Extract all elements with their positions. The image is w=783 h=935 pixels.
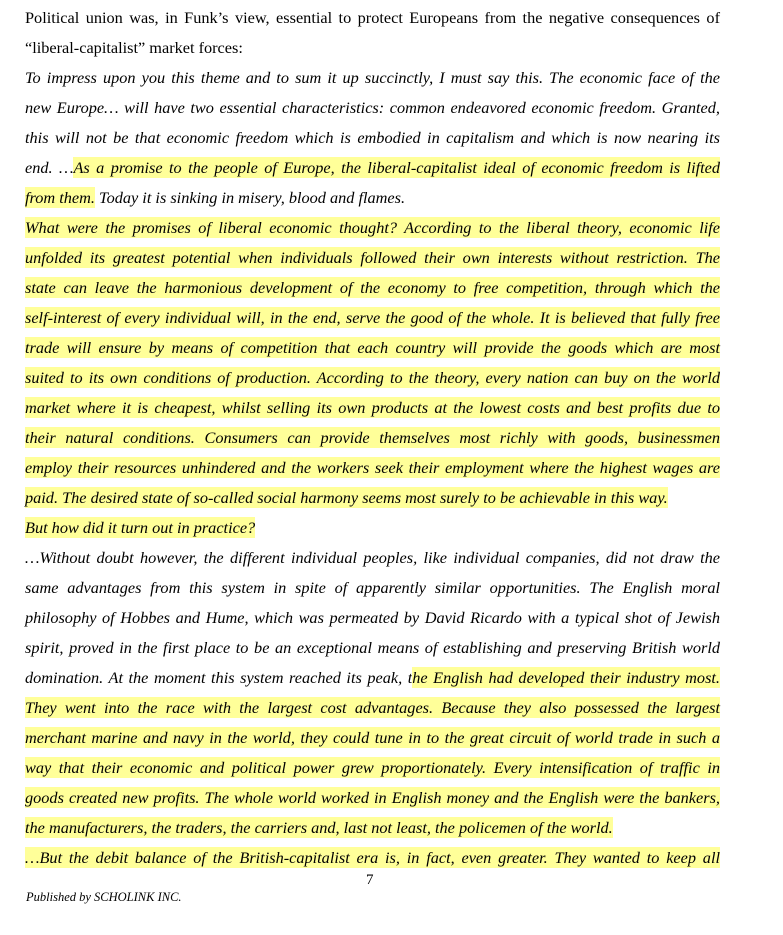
intro-line-2: “liberal-capitalist” market forces: bbox=[25, 38, 243, 57]
highlighted-text: unfolded its greatest potential when individuals followed their own interests without restriction. The bbox=[25, 248, 720, 267]
quote-line: To impress upon you this theme and to sum it up succinctly, I must say this. The economic face of the bbox=[25, 68, 720, 87]
quote-line bbox=[25, 363, 720, 393]
quote-line: this will not be that economic freedom which is embodied in capitalism and which is now nearing its bbox=[25, 128, 720, 147]
quote-line bbox=[25, 483, 720, 513]
intro-line-1: Political union was, in Funk’s view, essential to protect Europeans from the negative consequences of bbox=[25, 8, 720, 27]
highlighted-text: self-interest of every individual will, in the end, serve the good of the whole. It is believed that fully free bbox=[25, 308, 720, 327]
highlighted-text: As a promise to the people of Europe, the liberal-capitalist ideal of economic freedom is lifted bbox=[73, 158, 721, 177]
quote-line: …Without doubt however, the different individual peoples, like individual companies, did not draw the bbox=[25, 548, 720, 567]
quote-line bbox=[25, 813, 720, 843]
quote-line bbox=[25, 453, 720, 483]
quote-line bbox=[25, 303, 720, 333]
quote-line bbox=[25, 753, 720, 783]
quote-line bbox=[25, 213, 720, 243]
quote-line bbox=[25, 183, 720, 213]
quote-line bbox=[25, 663, 720, 693]
quote-line bbox=[25, 693, 720, 723]
quote-line bbox=[25, 153, 720, 183]
highlighted-text: state can leave the harmonious development of the economy to free competition, through which the bbox=[25, 278, 720, 297]
highlighted-text: goods created new profits. The whole world worked in English money and the English were the bankers, bbox=[25, 788, 720, 807]
highlighted-text: way that their economic and political power grew proportionately. Every intensification of traffic in bbox=[25, 758, 720, 777]
highlighted-text: But how did it turn out in practice? bbox=[25, 518, 256, 537]
highlighted-text: trade will ensure by means of competition that each country will provide the goods which are most bbox=[25, 338, 720, 357]
quote-line bbox=[25, 273, 720, 303]
highlighted-text: the manufacturers, the traders, the carriers and, last not least, the policemen of the world. bbox=[25, 818, 613, 837]
highlighted-text: he English had developed their industry most. bbox=[412, 668, 720, 687]
highlighted-text: employ their resources unhindered and the workers seek their employment where the highest wages are bbox=[25, 458, 720, 477]
highlighted-text: paid. The desired state of so-called social harmony seems most surely to be achievable in this way. bbox=[25, 488, 668, 507]
highlighted-text: their natural conditions. Consumers can provide themselves most richly with goods, businessmen bbox=[25, 428, 720, 447]
quote-text: end. … bbox=[25, 158, 74, 177]
quote-line bbox=[25, 393, 720, 423]
highlighted-text: from them. bbox=[25, 188, 95, 207]
quote-line: spirit, proved in the first place to be an exceptional means of establishing and preserving British world bbox=[25, 638, 720, 657]
quote-line: philosophy of Hobbes and Hume, which was permeated by David Ricardo with a typical shot of Jewish bbox=[25, 608, 720, 627]
highlighted-text: market where it is cheapest, whilst selling its own products at the lowest costs and best profits due to bbox=[25, 398, 720, 417]
quote-line: new Europe… will have two essential characteristics: common endeavored economic freedom. Granted, bbox=[25, 98, 720, 117]
quote-line: same advantages from this system in spite of apparently similar opportunities. The English moral bbox=[25, 578, 720, 597]
highlighted-text: suited to its own conditions of production. According to the theory, every nation can buy on the world bbox=[25, 368, 720, 387]
quote-text: domination. At the moment this system reached its peak, t bbox=[25, 668, 413, 687]
highlighted-text: What were the promises of liberal economic thought? According to the liberal theory, economic life bbox=[25, 218, 720, 237]
quote-line bbox=[25, 333, 720, 363]
quote-text: Today it is sinking in misery, blood and flames. bbox=[94, 188, 406, 207]
quote-line bbox=[25, 843, 720, 873]
highlighted-text: …But the debit balance of the British-capitalist era is, in fact, even greater. They wanted to keep all bbox=[25, 848, 720, 867]
quote-line bbox=[25, 513, 720, 543]
quote-line bbox=[25, 243, 720, 273]
highlighted-text: merchant marine and navy in the world, they could tune in to the great circuit of world trade in such a bbox=[25, 728, 720, 747]
quote-line bbox=[25, 783, 720, 813]
page-number: 7 bbox=[366, 872, 374, 888]
quote-line bbox=[25, 423, 720, 453]
publisher-footer: Published by SCHOLINK INC. bbox=[26, 890, 182, 904]
highlighted-text: They went into the race with the largest cost advantages. Because they also possessed the largest bbox=[25, 698, 720, 717]
quote-line bbox=[25, 723, 720, 753]
